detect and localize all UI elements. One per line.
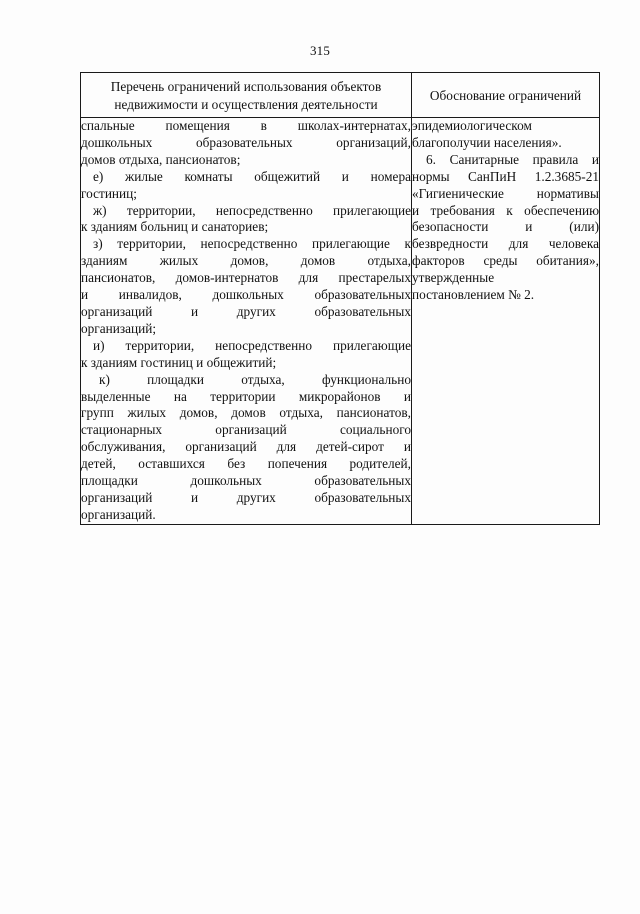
- justification-text-line: факторов среды обитания»,: [412, 253, 599, 269]
- restriction-text-line: к) площадки отдыха, функционально: [99, 371, 411, 387]
- restriction-text-line: ж) территории, непосредственно прилегающие: [93, 202, 411, 218]
- justification-text-line: и требования к обеспечению: [412, 202, 599, 218]
- restriction-text-line: детей, оставшихся без попечения родителей,: [81, 456, 411, 472]
- restriction-text-line: спальные помещения в школах-интернатах,: [81, 118, 411, 133]
- restriction-text-line: групп жилых домов, домов отдыха, пансионатов,: [81, 405, 411, 421]
- restriction-text-line: и) территории, непосредственно прилегающие: [93, 337, 411, 353]
- restriction-text-line: к зданиям гостиниц и общежитий;: [81, 354, 277, 370]
- restriction-text-line: е) жилые комнаты общежитий и номера: [93, 168, 411, 184]
- restrictions-text: [81, 118, 411, 524]
- restrictions-table: [80, 72, 600, 525]
- justification-text-line: постановлением № 2.: [412, 287, 535, 303]
- restriction-text-line: организаций.: [81, 506, 156, 522]
- restriction-text-line: и инвалидов, дошкольных образовательных: [81, 287, 411, 303]
- justification-text-line: безвредности для человека: [412, 236, 599, 252]
- restriction-text-line: организаций;: [81, 320, 157, 336]
- restriction-text-line: выделенные на территории микрорайонов и: [81, 388, 411, 404]
- restriction-text-line: стационарных организаций социального: [81, 422, 411, 438]
- restrictions-cell: [81, 118, 412, 525]
- justification-cell: [412, 118, 600, 525]
- header-restrictions-list: Перечень ограничений использования объектов недвижимости и осуществления деятельности: [81, 73, 412, 118]
- restriction-text-line: площадки дошкольных образовательных: [81, 473, 411, 489]
- restriction-text-line: организаций и других образовательных: [81, 489, 411, 505]
- restriction-text-line: дошкольных образовательных организаций,: [81, 134, 411, 150]
- restriction-text-line: к зданиям больниц и санаториев;: [81, 219, 269, 235]
- restriction-text-line: обслуживания, организаций для детей-сирот и: [81, 439, 411, 455]
- justification-text-line: нормы СанПиН 1.2.3685-21: [412, 168, 599, 184]
- table-header-row: [81, 73, 600, 118]
- header-justification: Обоснование ограничений: [412, 73, 600, 118]
- restriction-text-line: домов отдыха, пансионатов;: [81, 151, 241, 167]
- justification-text-line: 6. Санитарные правила и: [426, 151, 599, 167]
- justification-text-line: «Гигиенические нормативы: [412, 185, 599, 201]
- restriction-text-line: пансионатов, домов-интернатов для престарелых: [81, 270, 411, 286]
- justification-text-line: безопасности и (или): [412, 219, 599, 235]
- justification-text-line: эпидемиологическом: [412, 118, 532, 133]
- justification-text-line: утвержденные: [412, 270, 495, 286]
- restriction-text-line: з) территории, непосредственно прилегающие к: [93, 236, 411, 252]
- table-row: [81, 118, 600, 525]
- justification-text-line: благополучии населения».: [412, 134, 562, 150]
- page-number: 315: [309, 43, 331, 58]
- restriction-text-line: гостиниц;: [81, 185, 137, 201]
- restriction-text-line: зданиям жилых домов, домов отдыха,: [81, 253, 411, 269]
- justification-text: [412, 118, 599, 304]
- restriction-text-line: организаций и других образовательных: [81, 303, 411, 319]
